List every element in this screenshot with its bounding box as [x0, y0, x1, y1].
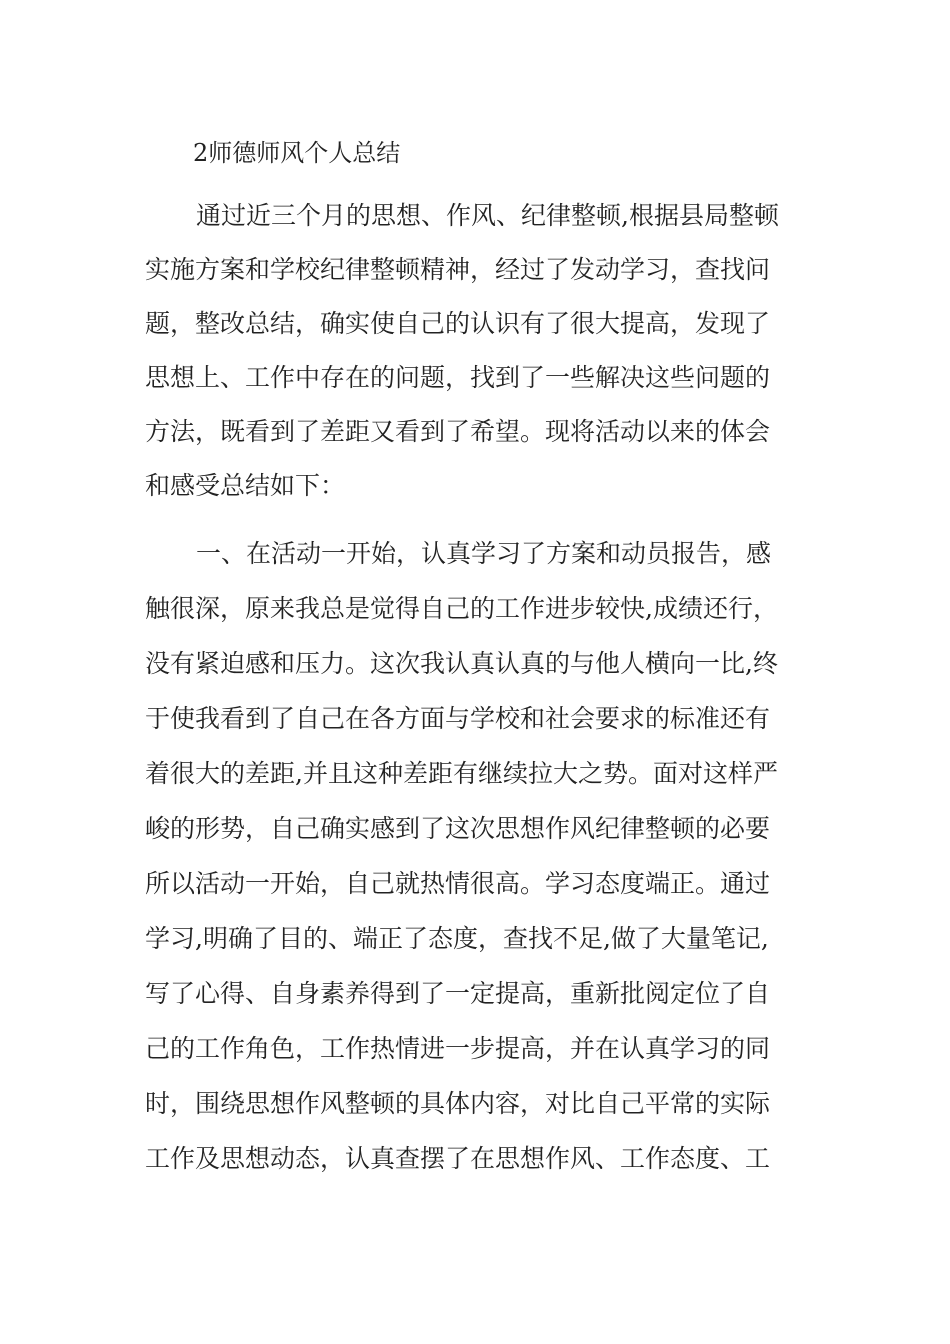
text-line: 一、在活动一开始，认真学习了方案和动员报告，感	[196, 539, 772, 568]
text-line: 时，围绕思想作风整顿的具体内容，对比自己平常的实际	[145, 1089, 771, 1118]
text-line: 着很大的差距,并且这种差距有继续拉大之势。面对这样严	[145, 759, 778, 788]
text-line: 于使我看到了自己在各方面与学校和社会要求的标准还有	[145, 704, 771, 733]
text-line: 实施方案和学校纪律整顿精神，经过了发动学习，查找问	[145, 255, 771, 284]
text-line: 己的工作角色，工作热情进一步提高，并在认真学习的同	[145, 1034, 771, 1063]
text-line: 工作及思想动态，认真查摆了在思想作风、工作态度、工	[145, 1144, 771, 1173]
text-line: 写了心得、自身素养得到了一定提高，重新批阅定位了自	[145, 979, 771, 1008]
text-line: 题，整改总结，确实使自己的认识有了很大提高，发现了	[145, 309, 771, 338]
document-title: 2师德师风个人总结	[193, 139, 401, 167]
text-line: 触很深，原来我总是觉得自己的工作进步较快,成绩还行，	[145, 594, 778, 623]
text-line: 思想上、工作中存在的问题，找到了一些解决这些问题的	[145, 363, 771, 392]
text-line: 和感受总结如下：	[145, 471, 346, 500]
text-line: 通过近三个月的思想、作风、纪律整顿,根据县局整顿	[196, 201, 779, 230]
text-line: 方法，既看到了差距又看到了希望。现将活动以来的体会	[145, 417, 771, 446]
text-line: 学习,明确了目的、端正了态度，查找不足,做了大量笔记,	[145, 924, 769, 953]
text-line: 所以活动一开始，自己就热情很高。学习态度端正。通过	[145, 869, 771, 898]
text-line: 峻的形势，自己确实感到了这次思想作风纪律整顿的必要	[145, 814, 771, 843]
text-line: 没有紧迫感和压力。这次我认真认真的与他人横向一比,终	[145, 649, 778, 678]
